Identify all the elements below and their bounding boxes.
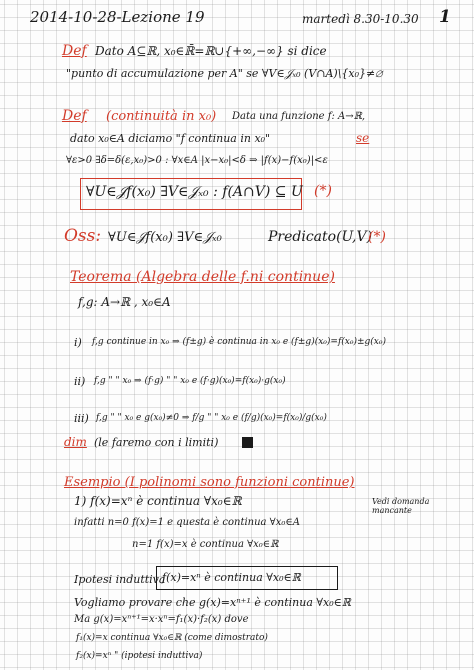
def1-line1: Dato A⊆ℝ, x₀∈ℝ̄=ℝ∪{+∞,−∞} si dice	[95, 44, 327, 58]
lecture-date: martedì 8.30-10.30	[302, 12, 419, 26]
teorema-item-num: i)	[74, 336, 82, 349]
oss-text: ∀U∈𝒥f(x₀) ∃V∈𝒥ₓ₀	[108, 230, 222, 245]
teorema-item-num: ii)	[74, 375, 86, 388]
esempio-note: Vedi domanda mancante	[372, 497, 430, 515]
vogliamo-line: Vogliamo provare che g(x)=xⁿ⁺¹ è continua ∀x₀∈ℝ	[74, 596, 351, 609]
teorema-title: Teorema (Algebra delle f.ni continue)	[70, 269, 335, 285]
dim-label: dim	[64, 435, 87, 449]
def2-line2: dato x₀∈A diciamo "f continua in x₀"	[70, 132, 271, 145]
def2-boxed-text: ∀U∈𝒥f(x₀) ∃V∈𝒥ₓ₀ : f(A∩V) ⊆ U	[86, 184, 303, 200]
def2-label: Def	[62, 108, 87, 124]
def2-line1: Data una funzione f: A→ℝ,	[232, 111, 366, 122]
teorema-item-num: iii)	[74, 412, 89, 425]
esempio-title: Esempio (I polinomi sono funzioni continue)	[64, 475, 355, 490]
oss-predicate: Predicato(U,V)	[268, 229, 373, 245]
def2-se: se	[356, 131, 370, 145]
def2-title: (continuità in x₀)	[106, 109, 217, 124]
def1-line2: "punto di accumulazione per A" se ∀V∈𝒥ₓ₀ (V∩A)\{x₀}≠∅	[66, 67, 383, 80]
def2-star: (*)	[314, 183, 332, 199]
ipotesi-box-text: f(x)=xⁿ è continua ∀x₀∈ℝ	[162, 571, 301, 584]
ma-line: Ma g(x)=xⁿ⁺¹=x·xⁿ=f₁(x)·f₂(x) dove	[74, 614, 249, 625]
esempio-infatti: infatti n=0 f(x)=1 e questa è continua ∀x₀∈A	[74, 517, 300, 528]
page-title: 2014-10-28-Lezione 19	[30, 8, 205, 26]
teorema-item-text: f,g " " x₀ ⇒ (f·g) " " x₀ e (f·g)(x₀)=f(x₀)·g(x₀)	[94, 376, 286, 386]
teorema-item-text: f,g " " x₀ e g(x₀)≠0 ⇒ f/g " " x₀ e (f/g)(x₀)=f(x₀)/g(x₀)	[96, 413, 327, 423]
dim-text: (le faremo con i limiti)	[94, 436, 219, 449]
esempio-n1: n=1 f(x)=x è continua ∀x₀∈ℝ	[132, 539, 279, 550]
ipotesi-label: Ipotesi induttiva	[74, 573, 166, 586]
f1-line: f₁(x)=x continua ∀x₀∈ℝ (come dimostrato)	[76, 633, 268, 643]
oss-label: Oss:	[64, 226, 102, 246]
def1-label: Def	[62, 43, 87, 59]
qed-square-icon	[242, 437, 253, 448]
page-number: 1	[439, 7, 451, 27]
f2-line: f₂(x)=xⁿ " (ipotesi induttiva)	[76, 651, 203, 661]
esempio-item1: 1) f(x)=xⁿ è continua ∀x₀∈ℝ	[74, 494, 242, 508]
teorema-item-text: f,g continue in x₀ ⇒ (f±g) è continua in x₀ e (f±g)(x₀)=f(x₀)±g(x₀)	[92, 337, 386, 347]
def2-line3: ∀ε>0 ∃δ=δ(ε,x₀)>0 : ∀x∈A |x−x₀|<δ ⇒ |f(x)−f(x₀)|<ε	[66, 155, 328, 166]
oss-star: (*)	[368, 229, 386, 245]
teorema-hypothesis: f,g: A→ℝ , x₀∈A	[78, 295, 171, 309]
